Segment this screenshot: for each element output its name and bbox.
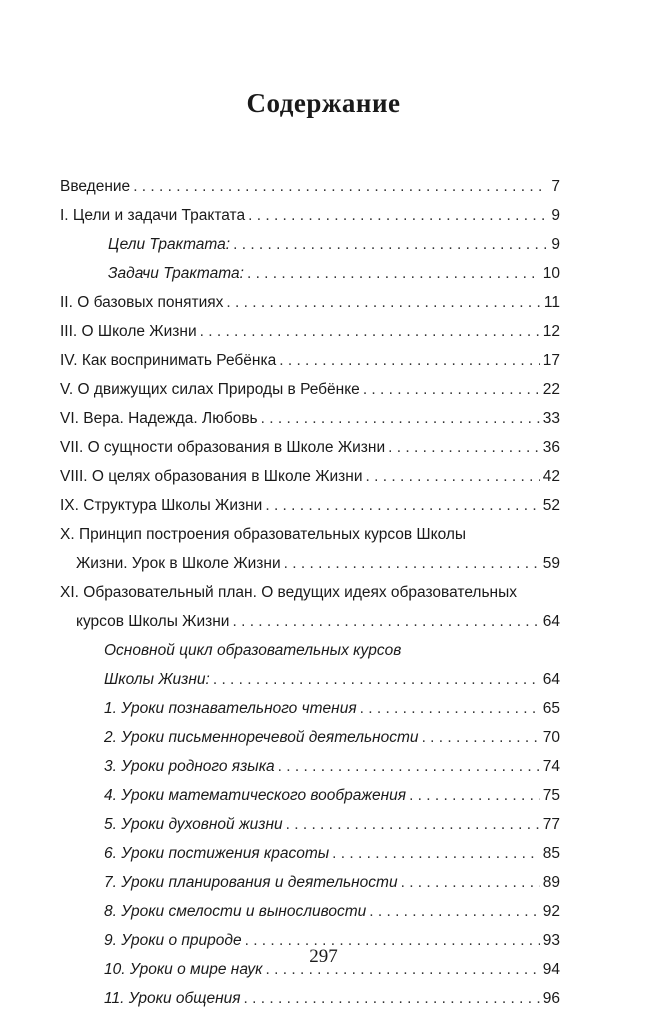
- leader-dots: [286, 810, 540, 839]
- leader-dots: [401, 868, 540, 897]
- toc-entry-page: 9: [551, 236, 560, 253]
- leader-dots: [133, 172, 548, 201]
- toc-entry-page: 36: [542, 439, 560, 456]
- toc-entry[interactable]: [60, 491, 560, 520]
- toc-entry-page: 12: [542, 323, 560, 340]
- page-title: Содержание: [246, 88, 401, 118]
- toc-entry-title: X. Принцип построения образовательных курсов Школы: [60, 526, 467, 543]
- toc-entry[interactable]: [60, 288, 560, 317]
- toc-entry-page: 77: [542, 816, 560, 833]
- toc-entry-page: 93: [542, 932, 560, 949]
- toc-entry[interactable]: [60, 346, 560, 375]
- toc-entry-page: 7: [551, 178, 560, 195]
- toc-entry-page: 10: [542, 265, 560, 282]
- leader-dots: [232, 607, 539, 636]
- toc-entry-title: XI. Образовательный план. О ведущих идеях образовательных: [60, 584, 517, 601]
- toc-entry[interactable]: [60, 201, 560, 230]
- leader-dots: [244, 984, 540, 1013]
- toc-subentry[interactable]: [60, 636, 560, 694]
- leader-dots: [213, 665, 540, 694]
- toc-entry-title: 8. Уроки смелости и выносливости: [104, 903, 367, 920]
- toc-entry-title: II. О базовых понятиях: [60, 294, 224, 311]
- toc-entry-title: 11. Уроки общения: [104, 990, 241, 1007]
- toc-entry-page: 17: [542, 352, 560, 369]
- toc-entry-title: Задачи Трактата:: [108, 265, 244, 282]
- leader-dots: [332, 839, 540, 868]
- leader-dots: [369, 897, 540, 926]
- leader-dots: [422, 723, 540, 752]
- toc-subentry[interactable]: [60, 868, 560, 897]
- page-number: 297: [309, 946, 338, 967]
- toc-entry[interactable]: [60, 172, 560, 201]
- toc-entry-title: 7. Уроки планирования и деятельности: [104, 874, 398, 891]
- leader-dots: [284, 549, 540, 578]
- toc-entry-title-continued: Школы Жизни:: [104, 671, 210, 688]
- toc-entry-page: 9: [551, 207, 560, 224]
- leader-dots: [247, 259, 540, 288]
- toc-entry[interactable]: [60, 375, 560, 404]
- leader-dots: [279, 346, 540, 375]
- toc-entry-page: 89: [542, 874, 560, 891]
- toc-entry[interactable]: [60, 433, 560, 462]
- table-of-contents: [60, 172, 560, 1013]
- toc-entry-title: III. О Школе Жизни: [60, 323, 197, 340]
- toc-entry[interactable]: [60, 578, 560, 636]
- toc-subentry[interactable]: [60, 897, 560, 926]
- toc-entry[interactable]: [60, 317, 560, 346]
- toc-subentry[interactable]: [60, 259, 560, 288]
- toc-entry-page: 92: [542, 903, 560, 920]
- leader-dots: [278, 752, 540, 781]
- leader-dots: [226, 288, 540, 317]
- toc-entry-page: 65: [542, 700, 560, 717]
- toc-entry-title: V. О движущих силах Природы в Ребёнке: [60, 381, 360, 398]
- toc-subentry[interactable]: [60, 752, 560, 781]
- toc-subentry[interactable]: [60, 230, 560, 259]
- toc-entry-page: 85: [542, 845, 560, 862]
- toc-subentry[interactable]: [60, 984, 560, 1013]
- leader-dots: [261, 404, 540, 433]
- toc-entry-page: 22: [542, 381, 560, 398]
- toc-entry-page: 96: [542, 990, 560, 1007]
- toc-subentry[interactable]: [60, 694, 560, 723]
- toc-entry-page: 64: [542, 671, 560, 688]
- leader-dots: [366, 462, 540, 491]
- toc-entry-title: I. Цели и задачи Трактата: [60, 207, 246, 224]
- toc-entry-page: 64: [542, 613, 560, 630]
- toc-entry-title: VI. Вера. Надежда. Любовь: [60, 410, 258, 427]
- toc-entry-page: 52: [542, 497, 560, 514]
- toc-entry-title: 10. Уроки о мире наук: [104, 961, 263, 978]
- toc-entry-title-continued: Жизни. Урок в Школе Жизни: [76, 555, 281, 572]
- toc-entry[interactable]: [60, 462, 560, 491]
- toc-subentry[interactable]: [60, 810, 560, 839]
- toc-entry-page: 42: [542, 468, 560, 485]
- leader-dots: [265, 491, 539, 520]
- toc-entry-title: Цели Трактата:: [108, 236, 231, 253]
- toc-entry-page: 74: [542, 758, 560, 775]
- leader-dots: [409, 781, 540, 810]
- toc-entry-title: 2. Уроки письменноречевой деятельности: [104, 729, 419, 746]
- toc-entry-title: VII. О сущности образования в Школе Жизни: [60, 439, 386, 456]
- toc-entry-page: 94: [542, 961, 560, 978]
- toc-subentry[interactable]: [60, 723, 560, 752]
- toc-entry-title: 9. Уроки о природе: [104, 932, 242, 949]
- toc-subentry[interactable]: [60, 781, 560, 810]
- toc-entry-title: VIII. О целях образования в Школе Жизни: [60, 468, 363, 485]
- leader-dots: [200, 317, 540, 346]
- toc-entry-title: 6. Уроки постижения красоты: [104, 845, 330, 862]
- leader-dots: [248, 201, 548, 230]
- toc-entry[interactable]: [60, 404, 560, 433]
- toc-entry-title-continued: курсов Школы Жизни: [76, 613, 230, 630]
- toc-entry-title: 5. Уроки духовной жизни: [104, 816, 283, 833]
- toc-subentry[interactable]: [60, 839, 560, 868]
- toc-entry-title: Введение: [60, 178, 131, 195]
- toc-entry-page: 33: [542, 410, 560, 427]
- toc-entry-page: 11: [543, 294, 560, 311]
- toc-entry-page: 70: [542, 729, 560, 746]
- toc-entry-title: 1. Уроки познавательного чтения: [104, 700, 357, 717]
- leader-dots: [388, 433, 540, 462]
- toc-entry-title: IX. Структура Школы Жизни: [60, 497, 263, 514]
- toc-entry-title: IV. Как воспринимать Ребёнка: [60, 352, 277, 369]
- toc-entry-page: 75: [542, 787, 560, 804]
- toc-entry[interactable]: [60, 520, 560, 578]
- toc-entry-title: 3. Уроки родного языка: [104, 758, 275, 775]
- leader-dots: [233, 230, 548, 259]
- leader-dots: [363, 375, 540, 404]
- leader-dots: [360, 694, 540, 723]
- toc-entry-title: 4. Уроки математического воображения: [104, 787, 407, 804]
- toc-entry-title: Основной цикл образовательных курсов: [104, 642, 402, 659]
- toc-entry-page: 59: [542, 555, 560, 572]
